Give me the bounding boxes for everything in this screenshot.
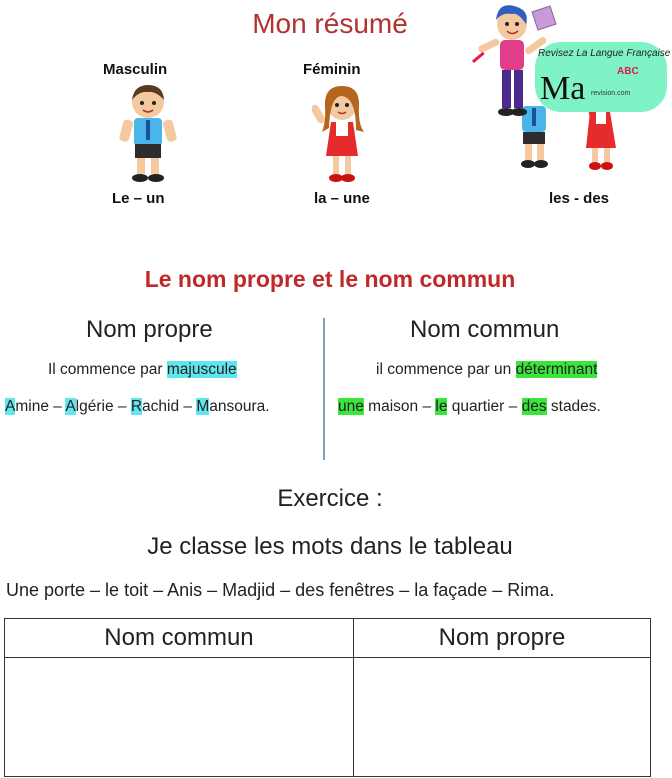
rule-text: Il commence par <box>48 361 167 378</box>
masculin-heading: Masculin <box>103 61 168 78</box>
example-rest: quartier – <box>447 398 522 415</box>
exercise-word-list: Une porte – le toit – Anis – Madjid – des fenêtres – la façade – Rima. <box>6 580 555 600</box>
exercise-instruction: Je classe les mots dans le tableau <box>147 533 513 560</box>
nom-commun-examples <box>338 398 601 416</box>
example-rest: ansoura. <box>209 398 270 415</box>
girl-illustration <box>312 84 368 188</box>
example-rest: stades. <box>546 398 601 415</box>
nom-commun-column-header: Nom commun <box>5 619 354 658</box>
feminin-heading: Féminin <box>303 61 361 78</box>
determinant: des <box>521 398 547 415</box>
feminin-articles: la – une <box>314 190 370 207</box>
logo-site: revision.com <box>591 90 631 97</box>
example-rest: achid – <box>142 398 197 415</box>
example-rest: mine – <box>15 398 66 415</box>
rule-highlight: déterminant <box>515 361 598 378</box>
boy-illustration <box>118 82 178 186</box>
nom-commun-answer-cell[interactable] <box>5 658 354 777</box>
lesson-title: Le nom propre et le nom commun <box>144 266 516 292</box>
nom-commun-rule <box>376 361 597 379</box>
determinant: le <box>435 398 448 415</box>
masculin-articles: Le – un <box>112 190 165 207</box>
paper-note-icon <box>528 4 560 34</box>
logo-badge: ABC <box>617 66 639 77</box>
nom-propre-column-header: Nom propre <box>353 619 650 658</box>
summary-title: Mon résumé <box>252 8 408 39</box>
classification-table <box>4 618 651 777</box>
capital-letter: A <box>65 398 76 415</box>
nom-propre-examples <box>5 398 270 416</box>
capital-letter: A <box>5 398 16 415</box>
plural-articles: les - des <box>549 190 610 207</box>
table-row <box>5 658 651 777</box>
example-rest: lgérie – <box>75 398 131 415</box>
rule-highlight: majuscule <box>166 361 237 378</box>
rule-text: il commence par un <box>376 361 516 378</box>
capital-letter: R <box>130 398 143 415</box>
table-header-row <box>5 619 651 658</box>
nom-commun-heading: Nom commun <box>410 316 560 343</box>
nom-propre-answer-cell[interactable] <box>353 658 650 777</box>
column-divider <box>323 318 325 460</box>
determinant: une <box>338 398 364 415</box>
nom-propre-rule <box>48 361 237 379</box>
logo-brand: Ma <box>540 70 586 107</box>
capital-letter: M <box>196 398 210 415</box>
example-rest: maison – <box>363 398 436 415</box>
exercise-title: Exercice : <box>277 485 383 512</box>
nom-propre-heading: Nom propre <box>86 316 213 343</box>
logo-tagline: Revisez La Langue Française <box>538 48 671 59</box>
